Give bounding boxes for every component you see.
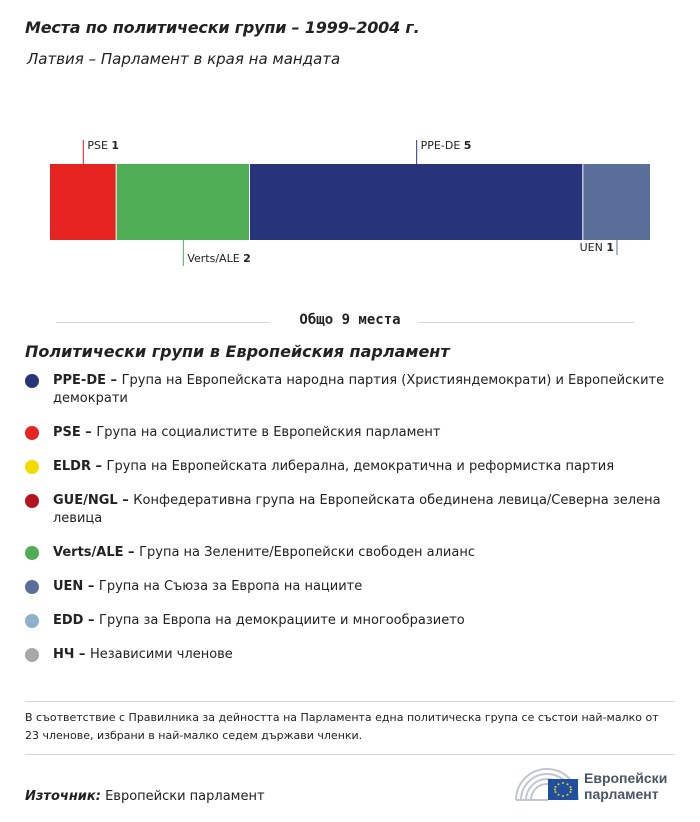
source-label: Източник: xyxy=(25,789,101,804)
source xyxy=(25,789,265,804)
legend-desc: Група за Европа на демокрациите и многообразието xyxy=(99,613,465,628)
legend-desc: Независими членове xyxy=(89,647,233,662)
legend-dot xyxy=(25,648,39,662)
legend-desc: Група на Европейската либерална, демократична и реформистка партия xyxy=(106,459,615,474)
legend-text: НЧ – Независими членове xyxy=(53,647,233,662)
legend-dot xyxy=(25,494,39,508)
legend-abbr: Verts/ALE xyxy=(53,545,124,560)
ep-logo-text xyxy=(584,770,667,802)
legend-text: ELDR – Група на Европейската либерална, демократична и реформистка партия xyxy=(53,459,615,474)
legend-text: EDD – Група за Европа на демокрациите и многообразието xyxy=(53,613,465,628)
legend-desc: Група на Европейската народна партия (Християндемократи) и Европейските демократи xyxy=(53,373,665,406)
legend-desc: Група на Съюза за Европа на нациите xyxy=(98,579,363,594)
label-ppe-de: PPE-DE 5 xyxy=(420,139,472,152)
bar-uen xyxy=(583,164,650,240)
legend-abbr: PSE xyxy=(53,425,81,440)
bar-ppe-de xyxy=(250,164,582,240)
legend-abbr: ELDR xyxy=(53,459,91,474)
source-value: Европейски парламент xyxy=(105,789,265,804)
legend-text: GUE/NGL – Конфедеративна група на Европейската обединена левица/Северна зелена левица xyxy=(53,493,661,526)
legend-text: PSE – Група на социалистите в Европейския парламент xyxy=(53,425,441,440)
chart-title: Места по политически групи – 1999–2004 г. xyxy=(25,18,420,37)
legend-dot xyxy=(25,460,39,474)
ep-hemicycle-icon xyxy=(514,764,580,804)
bar-verts-ale xyxy=(117,164,249,240)
ep-logo-line1: Европейски xyxy=(584,770,668,786)
seats-chart xyxy=(0,130,700,280)
legend-text: PPE-DE – Група на Европейската народна партия (Християндемократи) и Европейските демократи xyxy=(53,373,665,406)
legend-desc: Конфедеративна група на Европейската обединена левица/Северна зелена левица xyxy=(53,493,661,526)
footnote-divider-top xyxy=(25,701,675,702)
legend-text: Verts/ALE – Група на Зелените/Европейски свободен алианс xyxy=(53,545,475,560)
ep-logo-line2: парламент xyxy=(584,786,659,802)
legend-abbr: НЧ xyxy=(53,647,75,662)
footnote: В съответствие с Правилника за дейността на Парламента една политическа група се състои най-малко от 23 членове, избрани в най-малко седем държави членки. xyxy=(25,711,659,742)
legend-text: UEN – Група на Съюза за Европа на нациите xyxy=(53,579,363,594)
legend-dot xyxy=(25,546,39,560)
legend-title: Политически групи в Европейския парламент xyxy=(25,342,450,361)
chart-subtitle: Латвия – Парламент в края на мандата xyxy=(27,50,341,68)
total-seats: Общо 9 места xyxy=(299,312,401,328)
legend-desc: Група на Зелените/Европейски свободен алианс xyxy=(139,545,475,560)
label-verts-ale: Verts/ALE 2 xyxy=(187,252,251,265)
footnote-divider-bottom xyxy=(25,754,675,755)
legend-abbr: GUE/NGL xyxy=(53,493,118,508)
legend-abbr: EDD xyxy=(53,613,84,628)
legend-dot xyxy=(25,374,39,388)
legend-desc: Група на социалистите в Европейския парламент xyxy=(96,425,441,440)
label-uen: UEN 1 xyxy=(579,241,614,254)
label-pse: PSE 1 xyxy=(87,139,120,152)
legend-abbr: PPE-DE xyxy=(53,373,107,388)
legend-abbr: UEN xyxy=(53,579,84,594)
bar-pse xyxy=(50,164,116,240)
legend-dot xyxy=(25,614,39,628)
ep-logo xyxy=(514,764,679,804)
legend-dot xyxy=(25,426,39,440)
legend-dot xyxy=(25,580,39,594)
